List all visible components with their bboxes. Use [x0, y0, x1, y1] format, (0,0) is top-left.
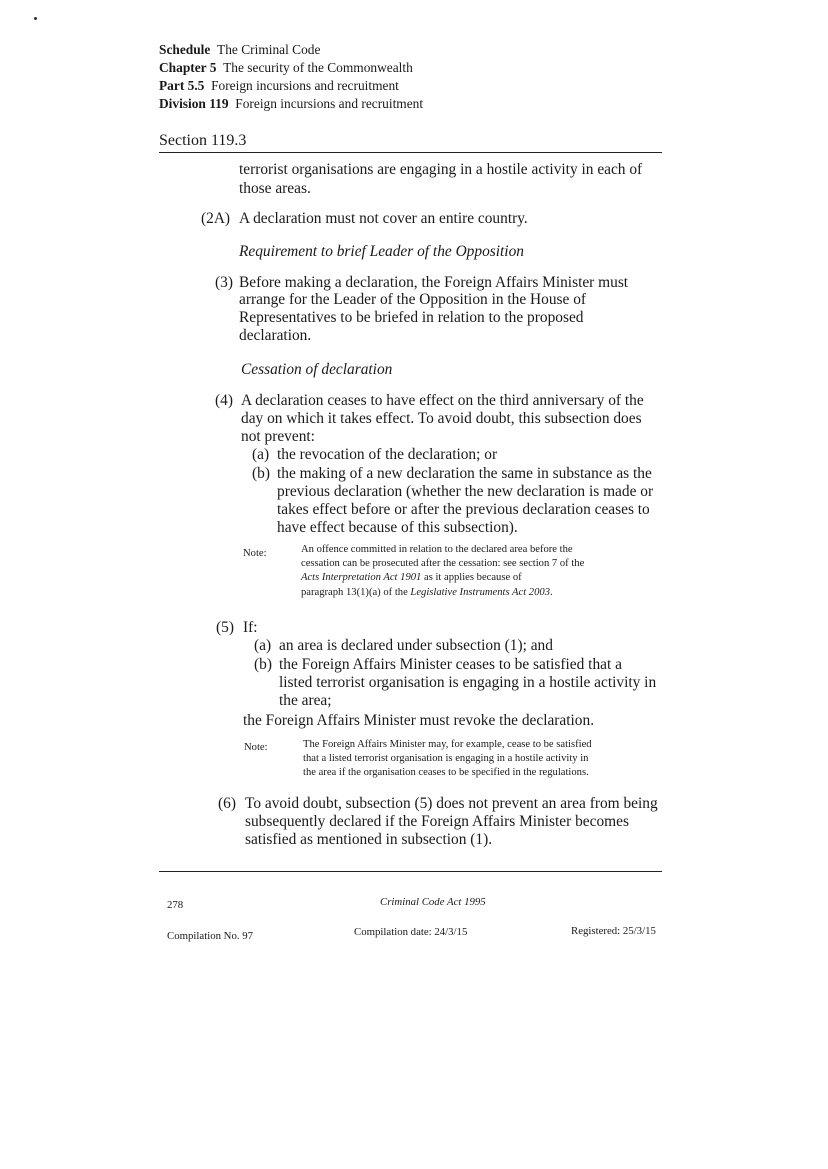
continuation-line: terrorist organisations are engaging in a hostile activity in each of	[239, 161, 643, 178]
header-division: Division 119 Foreign incursions and recruitment	[159, 96, 424, 111]
footer-divider	[159, 871, 662, 872]
paragraph-text: have effect because of this subsection).	[277, 519, 518, 536]
continuation-line: those areas.	[239, 180, 311, 197]
paragraph-text: the Foreign Affairs Minister ceases to be satisfied that a	[279, 656, 622, 673]
paragraph-text: takes effect before or after the previous declaration ceases to	[277, 501, 650, 518]
act-citation: Acts Interpretation Act 1901	[301, 572, 422, 583]
subsection-text: A declaration must not cover an entire country.	[239, 210, 528, 227]
subsection-number: (5)	[216, 619, 234, 636]
note-text: paragraph 13(1)(a) of the Legislative Instruments Act 2003.	[301, 587, 553, 598]
subsection-text: If:	[243, 619, 258, 636]
page-number: 278	[167, 899, 184, 911]
paragraph-text: the making of a new declaration the same in substance as the	[277, 465, 652, 482]
subsection-number: (3)	[215, 274, 233, 291]
subsection-text: satisfied as mentioned in subsection (1).	[245, 831, 493, 848]
subsection-text: Representatives to be briefed in relation to the proposed	[239, 309, 584, 326]
note-text: the area if the organisation ceases to be specified in the regulations.	[303, 767, 589, 778]
note-text: An offence committed in relation to the declared area before the	[301, 544, 573, 555]
note-text: that a listed terrorist organisation is engaging in a hostile activity in	[303, 753, 589, 764]
subsection-text: A declaration ceases to have effect on the third anniversary of the	[241, 392, 644, 409]
subsection-number: (4)	[215, 392, 233, 409]
section-heading: Section 119.3	[159, 131, 662, 153]
subsection-text: To avoid doubt, subsection (5) does not prevent an area from being	[245, 795, 658, 812]
provision-heading: Requirement to brief Leader of the Opposition	[239, 243, 524, 260]
compilation-date: Compilation date: 24/3/15	[354, 926, 468, 938]
note-text: The Foreign Affairs Minister may, for example, cease to be satisfied	[303, 739, 592, 750]
note-text: Acts Interpretation Act 1901 as it applies because of	[301, 572, 522, 583]
note-label: Note:	[244, 742, 268, 753]
scan-speck	[34, 17, 37, 20]
subsection-text: not prevent:	[241, 428, 315, 445]
subsection-number: (2A)	[201, 210, 231, 227]
subsection-text: arrange for the Leader of the Opposition in the House of	[239, 291, 587, 308]
header-part: Part 5.5 Foreign incursions and recruitment	[159, 78, 399, 93]
act-citation: Legislative Instruments Act 2003	[410, 587, 550, 598]
running-header	[159, 41, 423, 113]
paragraph-text: previous declaration (whether the new declaration is made or	[277, 483, 654, 500]
paragraph-number: (b)	[252, 465, 270, 482]
paragraph-text: the revocation of the declaration; or	[277, 446, 498, 463]
paragraph-text: the area;	[279, 692, 332, 709]
header-chapter: Chapter 5 The security of the Commonwealth	[159, 60, 413, 75]
header-schedule: Schedule The Criminal Code	[159, 42, 321, 57]
paragraph-number: (a)	[254, 637, 272, 654]
note-label: Note:	[243, 548, 267, 559]
paragraph-number: (a)	[252, 446, 270, 463]
registered-date: Registered: 25/3/15	[571, 925, 656, 937]
subsection-text: Before making a declaration, the Foreign Affairs Minister must	[239, 274, 629, 291]
subsection-text: declaration.	[239, 327, 312, 344]
subsection-text: day on which it takes effect. To avoid doubt, this subsection does	[241, 410, 642, 427]
subsection-text: the Foreign Affairs Minister must revoke the declaration.	[243, 712, 595, 729]
paragraph-number: (b)	[254, 656, 272, 673]
paragraph-text: listed terrorist organisation is engaging in a hostile activity in	[279, 674, 657, 691]
paragraph-text: an area is declared under subsection (1); and	[279, 637, 553, 654]
subsection-text: subsequently declared if the Foreign Affairs Minister becomes	[245, 813, 629, 830]
subsection-number: (6)	[218, 795, 236, 812]
compilation-number: Compilation No. 97	[167, 930, 254, 942]
provision-heading: Cessation of declaration	[241, 361, 393, 378]
act-title: Criminal Code Act 1995	[380, 896, 486, 908]
note-text: cessation can be prosecuted after the cessation: see section 7 of the	[301, 558, 585, 569]
